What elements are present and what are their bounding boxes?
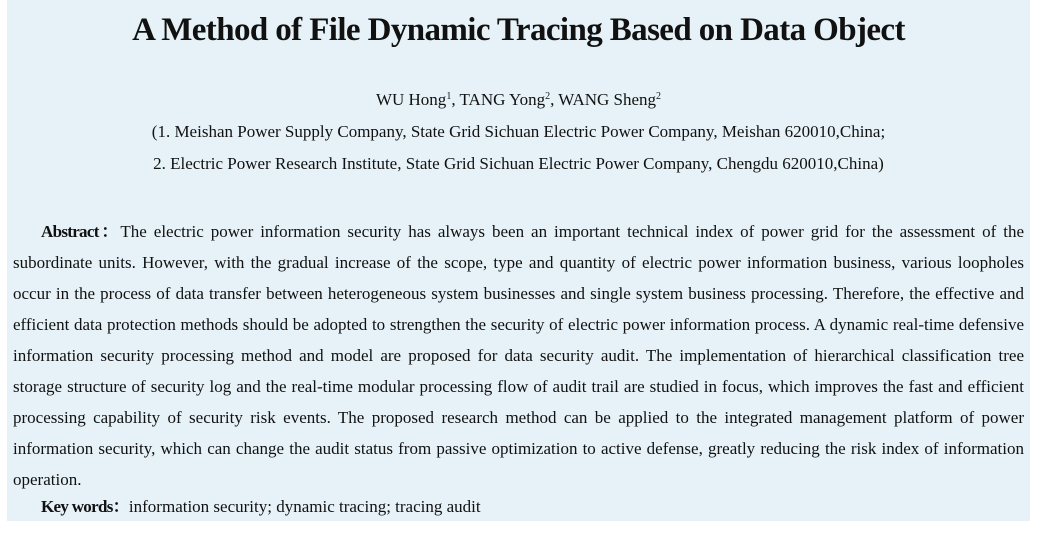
affiliation-marker: 1 [446,91,452,102]
keywords-line [41,496,481,518]
affiliation-marker: 2 [545,91,551,102]
keywords-label: Key words： [41,497,129,516]
paper-header-panel [7,0,1030,521]
affiliation-line-2: 2. Electric Power Research Institute, State Grid Sichuan Electric Power Company, Chengdu 620010,China) [153,154,884,173]
author-list [7,89,1030,111]
affiliation-line-1: (1. Meishan Power Supply Company, State Grid Sichuan Electric Power Company, Meishan 620010,China; [151,122,886,141]
abstract-label: Abstract： [41,222,121,241]
author-separator: , [550,90,559,109]
author-name: WANG Sheng [558,90,657,109]
affiliation-marker: 2 [656,91,662,102]
abstract-paragraph [13,216,1024,495]
author-separator: , [451,90,460,109]
author-name: TANG Yong [459,90,546,109]
keywords-text: information security; dynamic tracing; tracing audit [128,497,481,516]
author-name: WU Hong [375,90,447,109]
abstract-text: The electric power information security has always been an important technical index of power grid for the assessment of the subordinate units. However, with the gradual increase of the scope, type and quantity of electric power information business, various loopholes occur in the process of data transfer between heterogeneous system businesses and single system business processing. Therefore, the effective and efficient data protection methods should be adopted to strengthen the security of electric power information process. A dynamic real-time defensive information security processing method and model are proposed for data security audit. The implementation of hierarchical classification tree storage structure of security log and the real-time modular processing flow of audit trail are studied in focus, which improves the fast and efficient processing capability of security risk events. The proposed research method can be applied to the integrated management platform of power information security, which can change the audit status from passive optimization to active defense, greatly reducing the risk index of information operation. [13,222,1024,489]
paper-title: A Method of File Dynamic Tracing Based on Data Object [132,12,905,48]
